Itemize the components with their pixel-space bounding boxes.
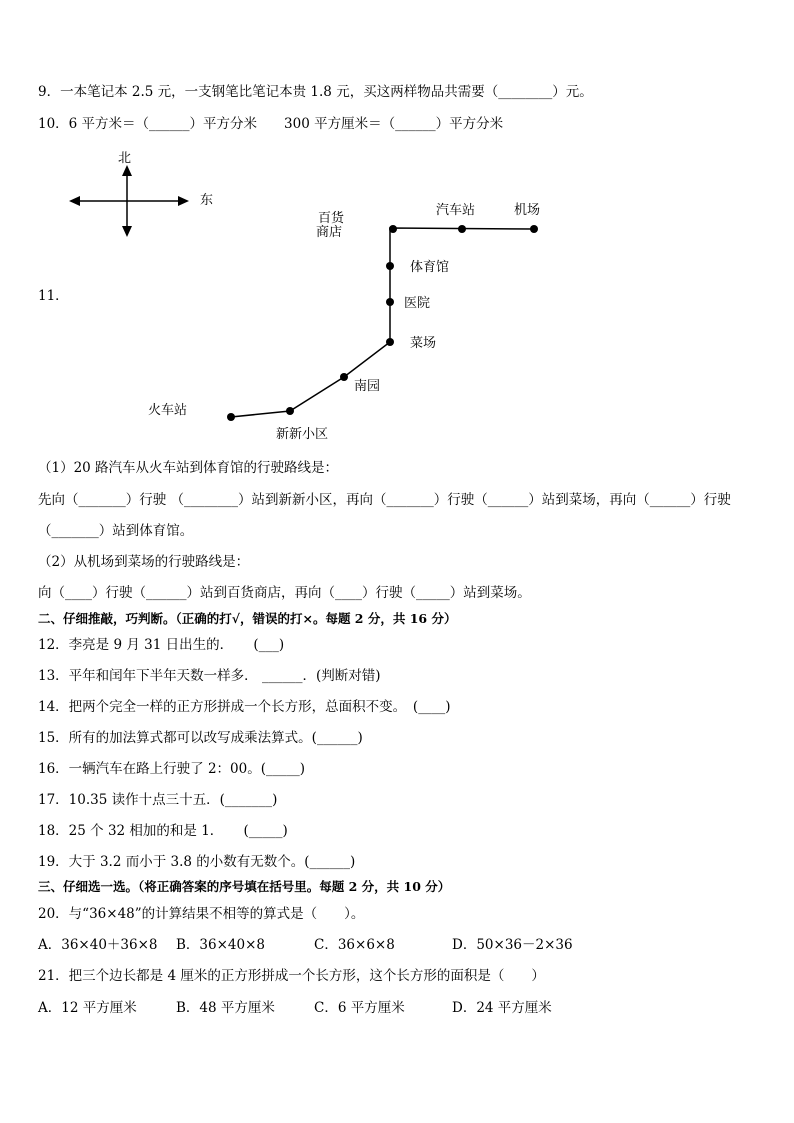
- station-dot-nanyuan: [340, 373, 348, 381]
- question-9: 9．一本笔记本 2.5 元，一支钢笔比笔记本贵 1.8 元，买这两样物品共需要（________）元。: [38, 84, 593, 100]
- question-11-1-line1: 先向（_______）行驶 （________）站到新新小区，再向（_______）行驶（______）站到菜场，再向（______）行驶: [38, 492, 731, 508]
- label-baihuo-2: 商店: [316, 225, 343, 240]
- station-dot-tiyuguan: [386, 262, 394, 270]
- question-15: 15．所有的加法算式都可以改写成乘法算式。(______): [38, 730, 363, 746]
- station-dot-huochezhan: [227, 413, 235, 421]
- question-19: 19．大于 3.2 而小于 3.8 的小数有无数个。(______): [38, 854, 356, 870]
- question-20-option-c: C．36×6×8: [314, 937, 395, 953]
- question-20-option-b: B．36×40×8: [176, 937, 265, 953]
- question-21-option-d: D．24 平方厘米: [452, 1000, 552, 1016]
- question-11-2-title: （2）从机场到菜场的行驶路线是：: [38, 554, 250, 570]
- question-20-option-d: D．50×36－2×36: [452, 937, 573, 953]
- label-xinxin: 新新小区: [276, 427, 329, 442]
- question-10: 10．6 平方米＝（______）平方分米 300 平方厘米＝（______）平方分米: [38, 116, 504, 132]
- question-20: 20．与“36×48”的计算结果不相等的算式是（ ）。: [38, 906, 365, 922]
- question-21-option-b: B．48 平方厘米: [176, 1000, 275, 1016]
- compass-east-label: 东: [200, 193, 214, 208]
- station-dot-caichang: [386, 338, 394, 346]
- label-nanyuan: 南园: [354, 379, 381, 394]
- section-2-heading: 二、仔细推敲，巧判断。（正确的打√，错误的打×。每题 2 分，共 16 分）: [38, 611, 457, 626]
- compass-north-label: 北: [118, 151, 132, 166]
- label-huochezhan: 火车站: [148, 403, 188, 418]
- question-11-1-title: （1）20 路汽车从火车站到体育馆的行驶路线是：: [38, 460, 339, 476]
- label-baihuo-1: 百货: [318, 211, 345, 226]
- route-map: [0, 140, 794, 445]
- question-11-number: 11．: [38, 288, 69, 304]
- question-12: 12．李亮是 9 月 31 日出生的． (___): [38, 637, 285, 653]
- station-dot-xinxin: [286, 407, 294, 415]
- question-21: 21．把三个边长都是 4 厘米的正方形拼成一个长方形，这个长方形的面积是（ ）: [38, 968, 545, 984]
- question-11-2-line: 向（____）行驶（______）站到百货商店，再向（____）行驶（_____）站到菜场。: [38, 585, 531, 601]
- question-18: 18．25 个 32 相加的和是 1． (_____): [38, 823, 288, 839]
- route-lines: [231, 228, 534, 417]
- station-dot-jichang: [530, 225, 538, 233]
- label-yiyuan: 医院: [404, 296, 431, 311]
- station-dots: [227, 225, 538, 421]
- question-21-option-a: A．12 平方厘米: [38, 1000, 137, 1016]
- question-21-option-c: C．6 平方厘米: [314, 1000, 405, 1016]
- question-13: 13．平年和闰年下半年天数一样多． ______．(判断对错): [38, 668, 381, 684]
- station-dot-baihuo: [389, 225, 397, 233]
- label-caichang: 菜场: [410, 336, 437, 351]
- question-17: 17．10.35 读作十点三十五．(_______): [38, 792, 278, 808]
- question-14: 14．把两个完全一样的正方形拼成一个长方形，总面积不变。 (____): [38, 699, 451, 715]
- section-3-heading: 三、仔细选一选。（将正确答案的序号填在括号里。每题 2 分，共 10 分）: [38, 879, 451, 894]
- label-jichang: 机场: [514, 203, 541, 218]
- question-20-option-a: A．36×40＋36×8: [38, 937, 158, 953]
- question-11-1-line2: （_______）站到体育馆。: [38, 523, 194, 539]
- station-dot-qichezhan: [458, 225, 466, 233]
- label-tiyuguan: 体育馆: [410, 260, 450, 275]
- compass: [69, 151, 213, 237]
- question-16: 16．一辆汽车在路上行驶了 2：00。(_____): [38, 761, 306, 777]
- station-dot-yiyuan: [386, 298, 394, 306]
- label-qichezhan: 汽车站: [436, 203, 476, 218]
